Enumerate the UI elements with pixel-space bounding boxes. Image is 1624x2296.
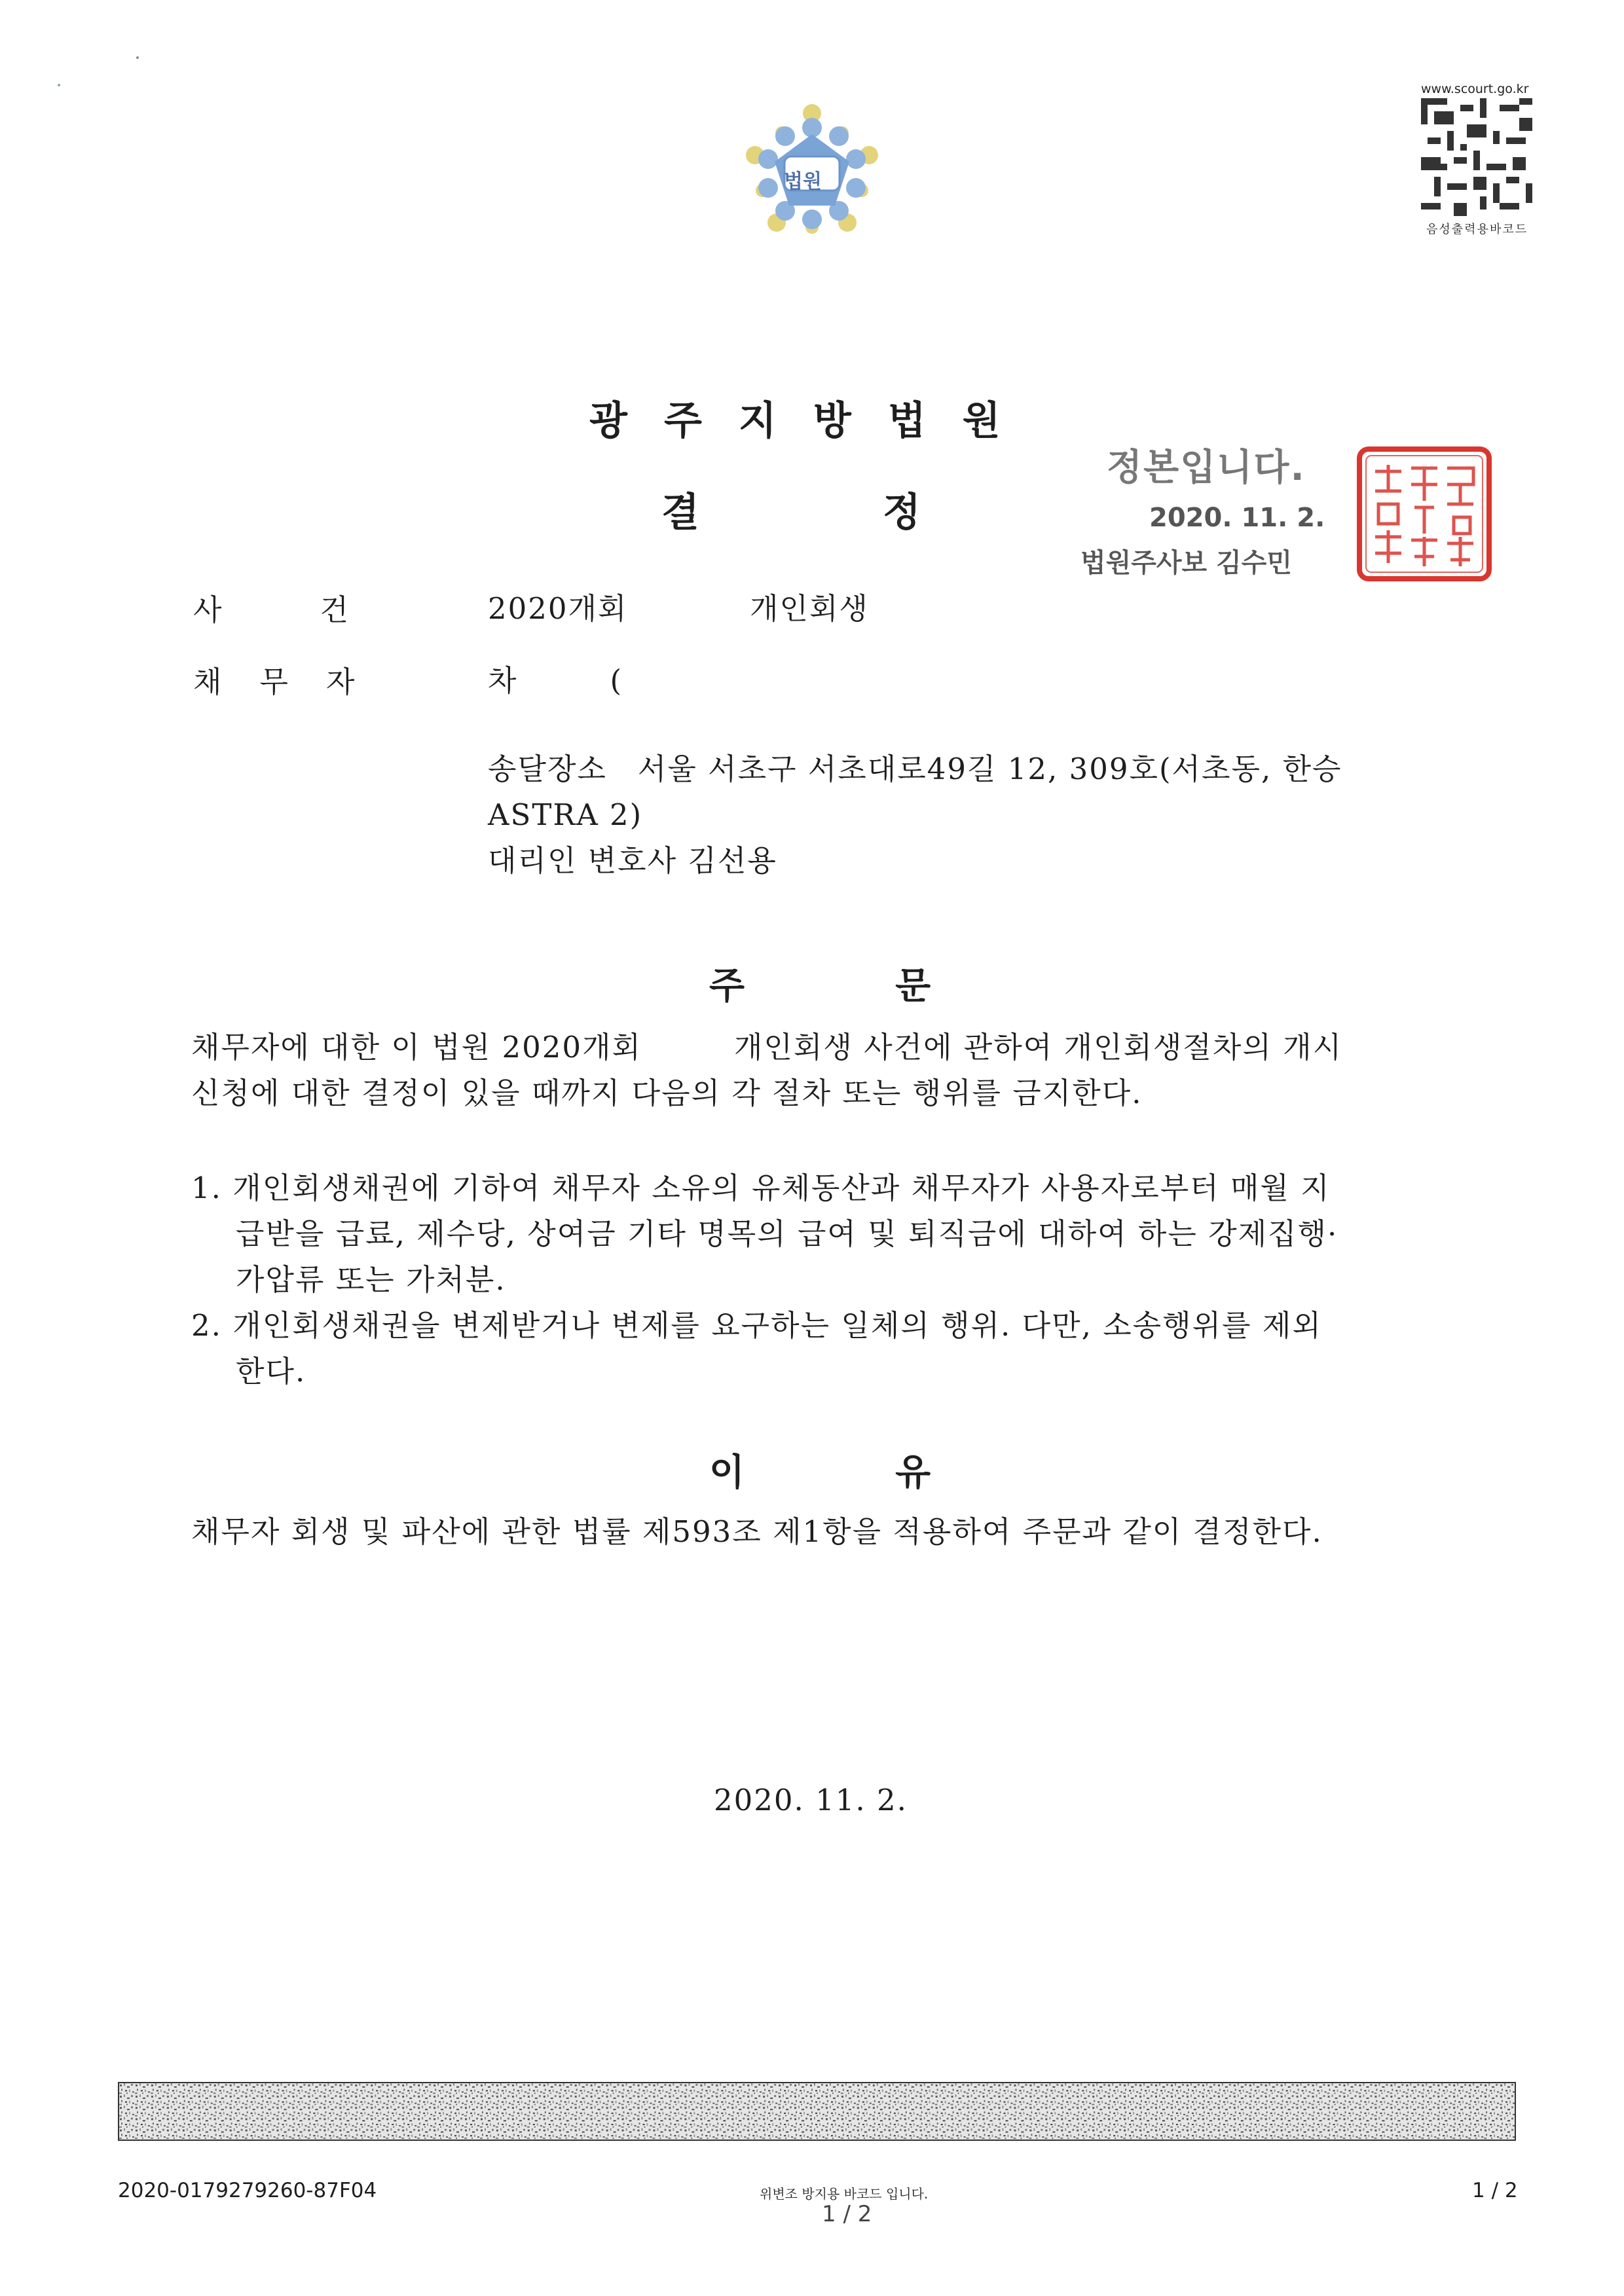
legal-agent: 대리인 변호사 김선용 bbox=[488, 843, 777, 878]
debtor-name: 차 ( bbox=[488, 663, 623, 698]
reason-text: 채무자 회생 및 파산에 관한 법률 제593조 제1항을 적용하여 주문과 같이 결정한다. bbox=[191, 1514, 1323, 1549]
anti-forgery-barcode-icon bbox=[118, 2082, 1516, 2141]
page-indicator-center: 1 / 2 bbox=[822, 2201, 872, 2227]
order-item-2-line-2: 한다. bbox=[236, 1354, 306, 1389]
reason-heading: 이유 bbox=[709, 1451, 1082, 1494]
order-paragraph-line-1: 채무자에 대한 이 법원 2020개회 개인회생 사건에 관하여 개인회생절차의 개시 bbox=[191, 1030, 1343, 1065]
page-indicator-right: 1 / 2 bbox=[1472, 2179, 1518, 2202]
order-item-2-line-1: 2. 개인회생채권을 변제받거나 변제를 요구하는 일체의 행위. 다만, 소송행위를 제외 bbox=[191, 1308, 1322, 1343]
document-number: 2020-0179279260-87F04 bbox=[118, 2179, 377, 2202]
order-item-1-line-3: 가압류 또는 가처분. bbox=[236, 1262, 506, 1297]
decision-date: 2020. 11. 2. bbox=[714, 1783, 908, 1817]
certified-copy-stamp: 정본입니다. bbox=[1107, 446, 1306, 489]
court-seal-icon bbox=[1356, 445, 1493, 583]
case-number: 2020개회 bbox=[488, 591, 628, 626]
certified-date: 2020. 11. 2. bbox=[1149, 503, 1325, 533]
case-type: 개인회생 bbox=[750, 591, 869, 626]
service-address-line-1: 송달장소 서울 서초구 서초대로49길 12, 309호(서초동, 한승 bbox=[488, 752, 1342, 786]
emblem-label: 법원 bbox=[784, 170, 822, 193]
certified-clerk: 법원주사보 김수민 bbox=[1080, 548, 1293, 578]
case-label: 사건 bbox=[193, 592, 447, 627]
document-type-title: 결정 bbox=[661, 490, 1104, 536]
service-address-line-2: ASTRA 2) bbox=[488, 797, 643, 832]
scan-specks bbox=[46, 46, 151, 98]
qr-caption: 음성출력용바코드 bbox=[1426, 223, 1528, 236]
order-item-1-line-1: 1. 개인회생채권에 기하여 채무자 소유의 유체동산과 채무자가 사용자로부터 매월 지 bbox=[191, 1171, 1331, 1205]
order-item-1-line-2: 급받을 급료, 제수당, 상여금 기타 명목의 급여 및 퇴직금에 대하여 하는 강제집행· bbox=[236, 1216, 1338, 1251]
order-heading: 주문 bbox=[709, 964, 1082, 1008]
barcode-note: 위변조 방지용 바코드 입니다. bbox=[760, 2186, 929, 2202]
debtor-label: 채무자 bbox=[193, 665, 393, 699]
qr-url: www.scourt.go.kr bbox=[1421, 82, 1529, 96]
qr-code-icon bbox=[1421, 98, 1539, 216]
order-paragraph-line-2: 신청에 대한 결정이 있을 때까지 다음의 각 절차 또는 행위를 금지한다. bbox=[191, 1076, 1143, 1110]
court-name-title: 광주지방법원 bbox=[589, 398, 1037, 444]
